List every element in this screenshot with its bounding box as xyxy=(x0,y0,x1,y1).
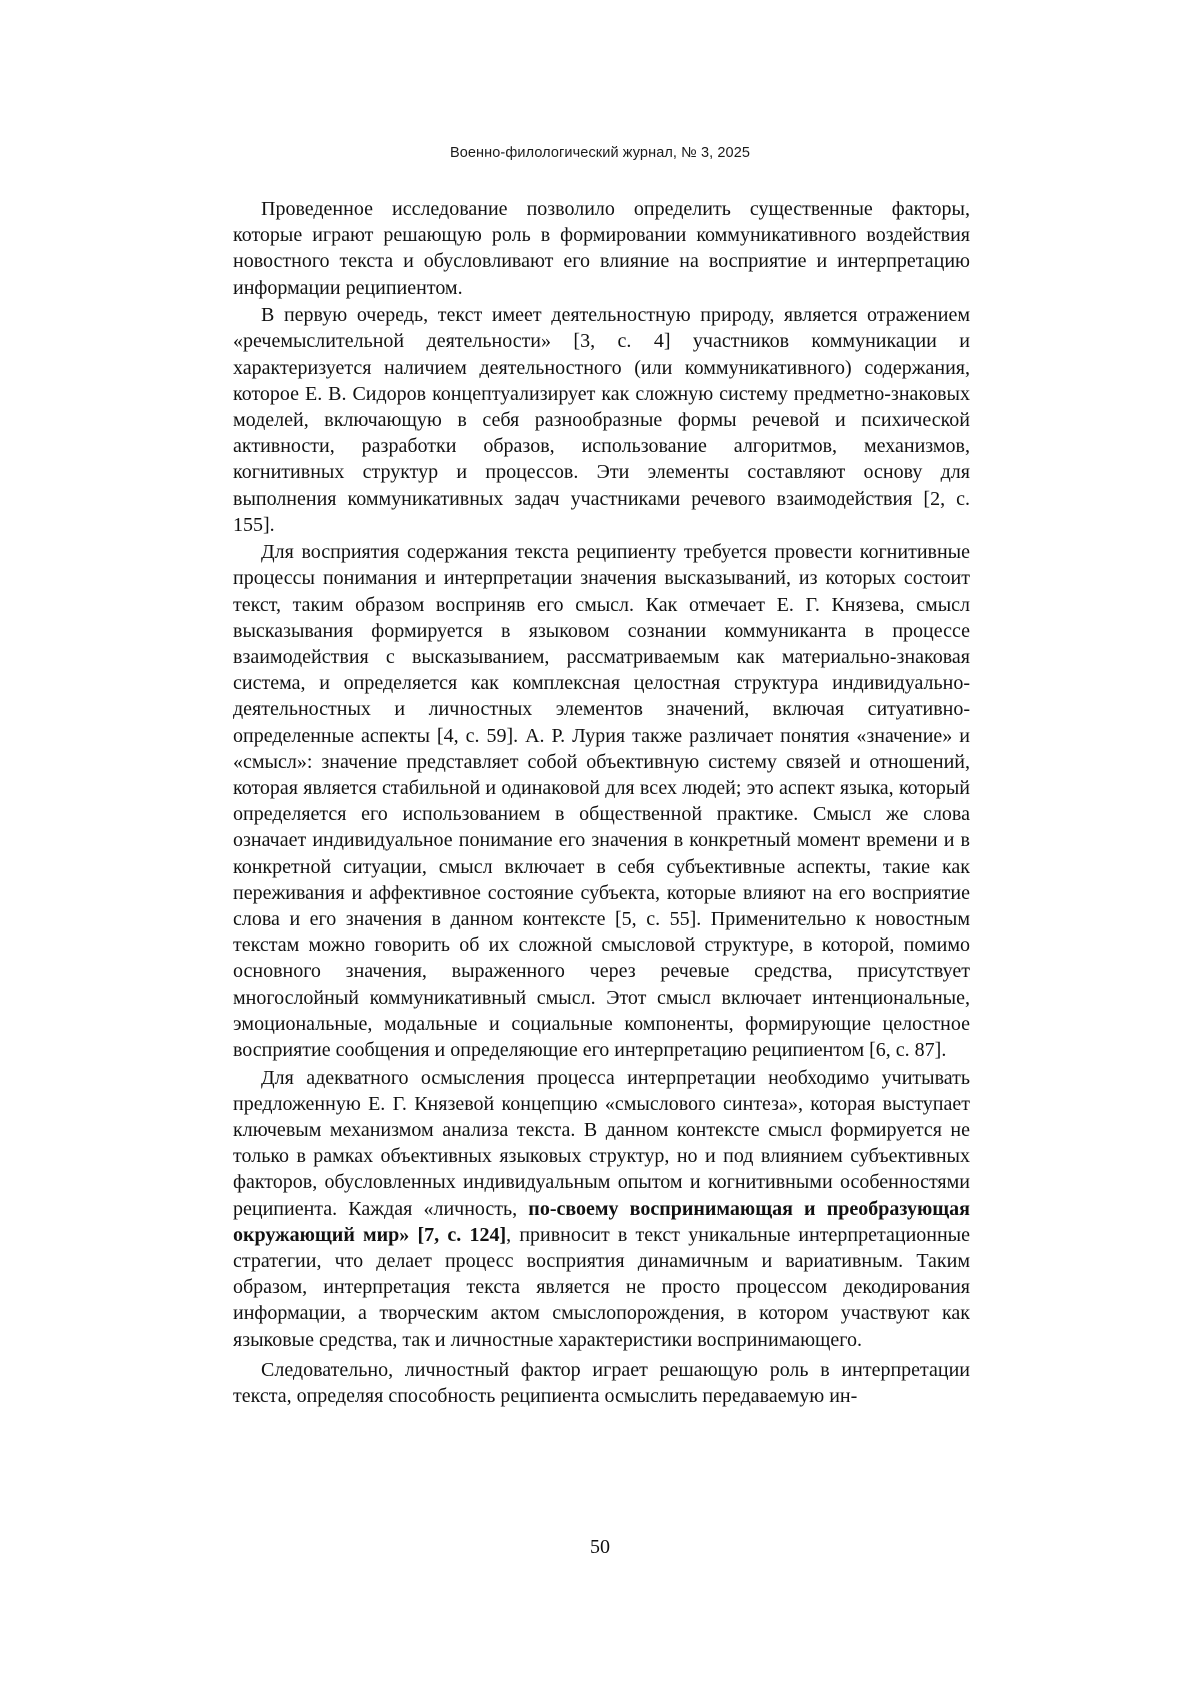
bold-quotation: по-своему воспринимающая и преобразующая окружающий мир» [7, с. 124] xyxy=(233,1197,970,1246)
page-number: 50 xyxy=(590,1536,610,1558)
paragraph-4-end: , привносит в текст уникальные интерпретационные стратегии, что делает процесс восприятия динамичным и вариативным. Таким образом, интерпретация текста является не просто процессом декодирования информации, а творческим актом смыслопорождения, в котором участвуют как языковые средства, так и личностные характеристики воспринимающего. xyxy=(233,1223,970,1351)
running-header: Военно-филологический журнал, № 3, 2025 xyxy=(449,145,751,161)
paragraph-4 xyxy=(233,1065,970,1353)
paragraph-1: Проведенное исследование позволило определить существенные факторы, которые играют решающую роль в формировании коммуникативного воздействия новостного текста и обусловливают его влияние на восприятие и интерпретацию информации реципиентом. xyxy=(233,198,970,299)
paragraph-4-start: Для адекватного осмысления процесса интерпретации необходимо учитывать предложенную Е. Г. Князевой концепцию «смыслового синтеза», которая выступает ключевым механизмом анализа текста. В данном контексте смысл формируется не только в рамках объективных языковых структур, но и под влиянием субъективных факторов, обусловленных индивидуальным опытом и когнитивными особенностями реципиента. Каждая «личность, xyxy=(233,1066,970,1220)
article-body xyxy=(233,196,970,1411)
paragraph-5: Следовательно, личностный фактор играет решающую роль в интерпретации текста, определяя способность реципиента осмыслить передаваемую ин- xyxy=(233,1358,970,1408)
paragraph-2: В первую очередь, текст имеет деятельностную природу, является отражением «речемыслительной деятельности» [3, с. 4] участников коммуникации и характеризуется наличием деятельностного (или коммуникативного) содержания, которое Е. В. Сидоров концептуализирует как сложную систему предметно-знаковых моделей, включающую в себя разнообразные формы речевой и психической активности, разработки образов, использование алгоритмов, механизмов, когнитивных структур и процессов. Эти элементы составляют основу для выполнения коммуникативных задач участниками речевого взаимодействия [2, с. 155]. xyxy=(233,304,970,536)
paragraph-3: Для восприятия содержания текста реципиенту требуется провести когнитивные процессы понимания и интерпретации значения высказываний, из которых состоит текст, таким образом восприняв его смысл. Как отмечает Е. Г. Князева, смысл высказывания формируется в языковом сознании коммуниканта в процессе взаимодействия с высказыванием, рассматриваемым как материально-знаковая система, и определяется как комплексная целостная структура индивидуально-деятельностных и личностных элементов значений, включая ситуативно-определенные аспекты [4, с. 59]. А. Р. Лурия также различает понятия «значение» и «смысл»: значение представляет собой объективную систему связей и отношений, которая является стабильной и одинаковой для всех людей; это аспект языка, который определяется его использованием в общественной практике. Смысл же слова означает индивидуальное понимание его значения в конкретный момент времени и в конкретной ситуации, смысл включает в себя субъективные аспекты, такие как переживания и аффективное состояние субъекта, которые влияют на его восприятие слова и его значения в данном контексте [5, с. 55]. Применительно к новостным текстам можно говорить об их сложной смысловой структуре, в которой, помимо основного значения, выраженного через речевые средства, присутствует многослойный коммуникативный смысл. Этот смысл включает интенциональные, эмоциональные, модальные и социальные компоненты, формирующие целостное восприятие сообщения и определяющие его интерпретацию реципиентом [6, с. 87]. xyxy=(233,541,970,1062)
